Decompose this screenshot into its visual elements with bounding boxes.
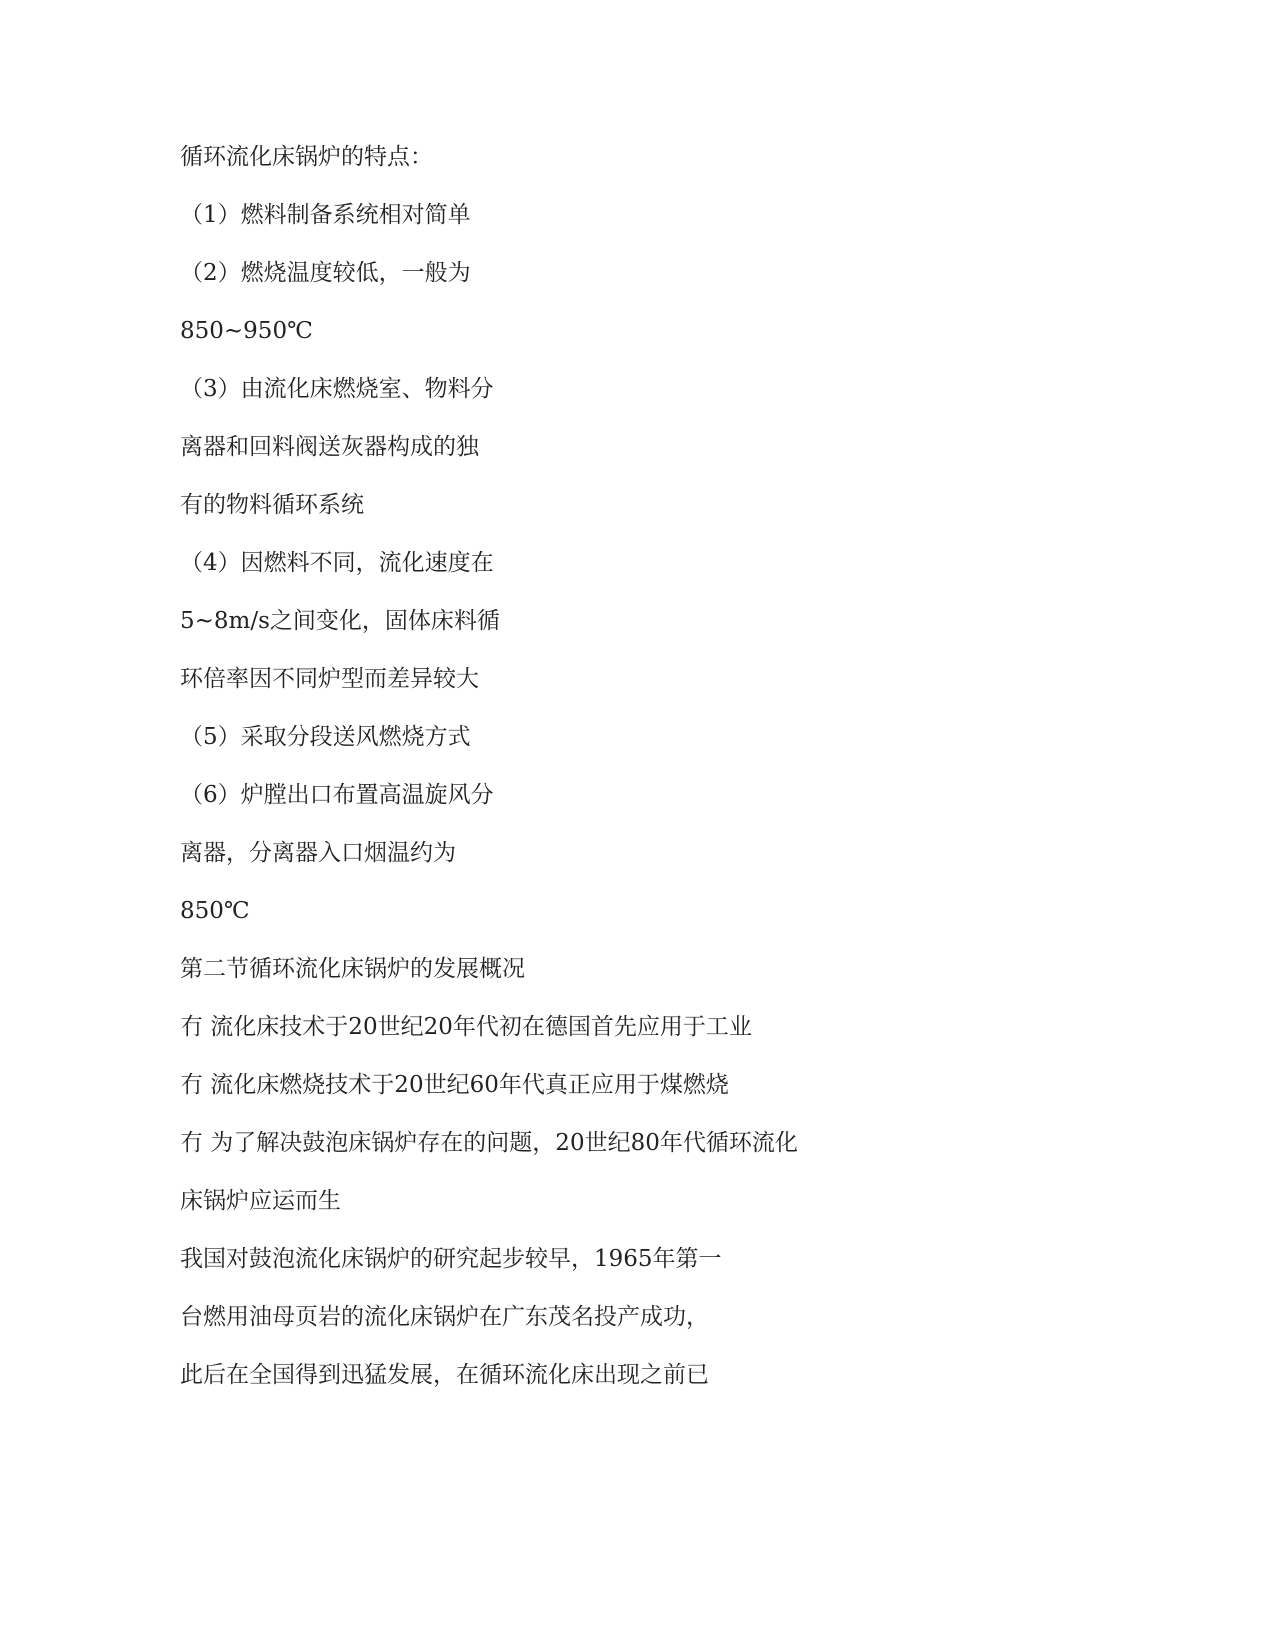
text-line: 850~950℃	[180, 318, 313, 344]
text-line: 冇 流化床技术于20世纪20年代初在德国首先应用于工业	[180, 1014, 752, 1040]
text-line: 台燃用油母页岩的流化床锅炉在广东茂名投产成功，	[180, 1304, 709, 1330]
document-body	[180, 142, 1080, 1418]
text-line: 有的物料循环系统	[180, 492, 364, 518]
text-line: 此后在全国得到迅猛发展，在循环流化床出现之前已	[180, 1362, 709, 1388]
text-line: （3）由流化床燃烧室、物料分	[180, 376, 494, 402]
text-line: 我国对鼓泡流化床锅炉的研究起步较早，1965年第一	[180, 1246, 722, 1272]
text-line: （4）因燃料不同，流化速度在	[180, 550, 494, 576]
text-line: 冇 为了解决鼓泡床锅炉存在的问题，20世纪80年代循环流化	[180, 1130, 798, 1156]
text-line: 离器，分离器入口烟温约为	[180, 840, 456, 866]
text-line: 离器和回料阀送灰器构成的独	[180, 434, 479, 460]
text-line: （5）采取分段送风燃烧方式	[180, 724, 471, 750]
text-line: 环倍率因不同炉型而差异较大	[180, 666, 479, 692]
section-heading-features: 循环流化床锅炉的特点：	[180, 144, 433, 170]
text-line: （2）燃烧温度较低，一般为	[180, 260, 471, 286]
text-line: 床锅炉应运而生	[180, 1188, 341, 1214]
text-line: 冇 流化床燃烧技术于20世纪60年代真正应用于煤燃烧	[180, 1072, 729, 1098]
text-line: （6）炉膛出口布置高温旋风分	[180, 782, 494, 808]
section-heading-development: 第二节循环流化床锅炉的发展概况	[180, 956, 525, 982]
text-line: （1）燃料制备系统相对简单	[180, 202, 471, 228]
text-line: 5~8m/s之间变化，固体床料循	[180, 608, 500, 634]
text-line: 850℃	[180, 898, 250, 924]
